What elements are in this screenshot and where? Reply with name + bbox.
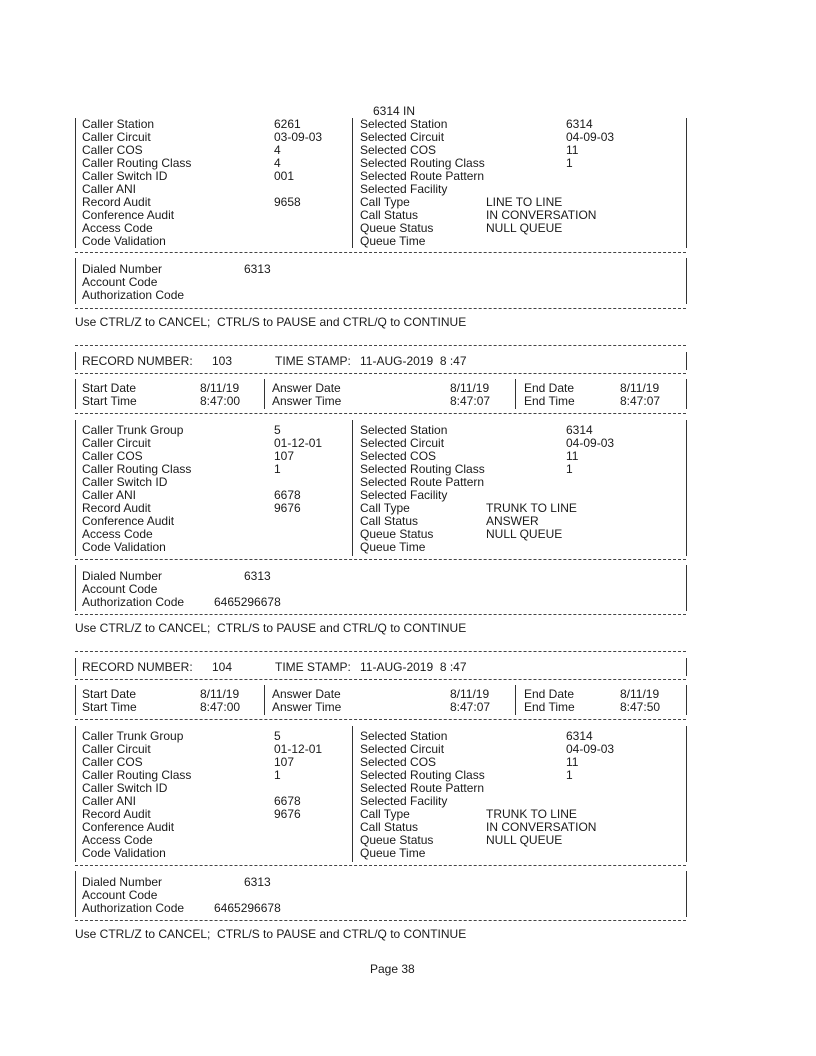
selected-station-value: 6314 — [566, 117, 593, 131]
call-type-value: LINE TO LINE — [486, 195, 563, 209]
conference-audit-label: Conference Audit — [82, 820, 175, 834]
date-divider-2 — [515, 685, 516, 715]
left-border — [75, 352, 76, 370]
left-border — [75, 118, 76, 248]
record-audit-value: 9676 — [274, 501, 301, 515]
right-border — [686, 258, 687, 304]
caller-ani-label: Caller ANI — [82, 794, 137, 808]
selected-routing-class-value: 1 — [566, 156, 573, 170]
caller-station-label: Caller Station — [82, 117, 155, 131]
answer-date-value: 8/11/19 — [450, 381, 490, 395]
caller-switch-id-value: 001 — [274, 169, 295, 183]
footer-instructions: Use CTRL/Z to CANCEL; CTRL/S to PAUSE and CTRL/Q to CONTINUE — [75, 927, 467, 941]
start-time-label: Start Time — [82, 700, 137, 714]
conference-audit-label: Conference Audit — [82, 208, 175, 222]
queue-status-value: NULL QUEUE — [486, 527, 563, 541]
selected-route-pattern-label: Selected Route Pattern — [360, 475, 485, 489]
selected-circuit-value: 04-09-03 — [566, 742, 615, 756]
caller-circuit-value: 01-12-01 — [274, 742, 323, 756]
answer-date-label: Answer Date — [272, 381, 341, 395]
selected-station-label: Selected Station — [360, 117, 448, 131]
left-border — [75, 379, 76, 409]
end-time-value: 8:47:07 — [620, 394, 661, 408]
dialed-number-label: Dialed Number — [82, 875, 163, 889]
center-divider — [352, 726, 353, 862]
selected-cos-label: Selected COS — [360, 449, 437, 463]
selected-routing-class-label: Selected Routing Class — [360, 156, 485, 170]
selected-facility-label: Selected Facility — [360, 794, 448, 808]
divider — [75, 679, 686, 680]
divider — [75, 651, 686, 652]
selected-facility-label: Selected Facility — [360, 182, 448, 196]
selected-route-pattern-label: Selected Route Pattern — [360, 781, 485, 795]
caller-circuit-label: Caller Circuit — [82, 130, 151, 144]
selected-cos-value: 11 — [566, 449, 579, 463]
caller-trunk-group-label: Caller Trunk Group — [82, 729, 184, 743]
queue-time-label: Queue Time — [360, 846, 426, 860]
queue-time-label: Queue Time — [360, 540, 426, 554]
start-time-value: 8:47:00 — [200, 394, 241, 408]
divider — [75, 865, 686, 866]
caller-routing-class-value: 1 — [274, 768, 281, 782]
end-date-label: End Date — [524, 687, 575, 701]
time-stamp-value: 11-AUG-2019 8 :47 — [360, 354, 467, 368]
start-date-label: Start Date — [82, 381, 137, 395]
right-border — [686, 685, 687, 715]
left-border — [75, 565, 76, 611]
call-type-label: Call Type — [360, 501, 410, 515]
code-validation-label: Code Validation — [82, 846, 166, 860]
record-audit-value: 9676 — [274, 807, 301, 821]
right-border — [686, 379, 687, 409]
left-border — [75, 658, 76, 676]
selected-facility-label: Selected Facility — [360, 488, 448, 502]
caller-ani-value: 6678 — [274, 488, 301, 502]
answer-time-label: Answer Time — [272, 394, 342, 408]
answer-time-value: 8:47:07 — [450, 700, 491, 714]
caller-circuit-label: Caller Circuit — [82, 436, 151, 450]
caller-switch-id-label: Caller Switch ID — [82, 781, 168, 795]
authorization-code-label: Authorization Code — [82, 288, 185, 302]
access-code-label: Access Code — [82, 221, 153, 235]
dialed-number-value: 6313 — [244, 569, 271, 583]
right-border — [686, 118, 687, 248]
footer-instructions: Use CTRL/Z to CANCEL; CTRL/S to PAUSE and CTRL/Q to CONTINUE — [75, 315, 467, 329]
caller-switch-id-label: Caller Switch ID — [82, 169, 168, 183]
selected-cos-value: 11 — [566, 143, 579, 157]
footer-instructions: Use CTRL/Z to CANCEL; CTRL/S to PAUSE and CTRL/Q to CONTINUE — [75, 621, 467, 635]
caller-routing-class-label: Caller Routing Class — [82, 156, 192, 170]
divider — [75, 252, 686, 253]
start-date-label: Start Date — [82, 687, 137, 701]
date-divider-1 — [264, 685, 265, 715]
code-validation-label: Code Validation — [82, 234, 166, 248]
caller-circuit-label: Caller Circuit — [82, 742, 151, 756]
answer-date-label: Answer Date — [272, 687, 341, 701]
record-number-value: 103 — [212, 354, 233, 368]
authorization-code-value: 6465296678 — [214, 901, 281, 915]
queue-status-label: Queue Status — [360, 221, 434, 235]
selected-station-label: Selected Station — [360, 423, 448, 437]
page-number: Page 38 — [370, 962, 415, 976]
access-code-label: Access Code — [82, 833, 153, 847]
divider — [75, 308, 686, 309]
start-date-value: 8/11/19 — [200, 381, 240, 395]
record-audit-label: Record Audit — [82, 807, 151, 821]
queue-status-value: NULL QUEUE — [486, 833, 563, 847]
answer-date-value: 8/11/19 — [450, 687, 490, 701]
selected-circuit-label: Selected Circuit — [360, 130, 445, 144]
call-type-label: Call Type — [360, 807, 410, 821]
queue-status-value: NULL QUEUE — [486, 221, 563, 235]
call-status-label: Call Status — [360, 820, 419, 834]
end-date-value: 8/11/19 — [620, 381, 660, 395]
authorization-code-value: 6465296678 — [214, 595, 281, 609]
header-fragment: 6314 IN — [373, 104, 416, 118]
left-border — [75, 258, 76, 304]
call-status-value: IN CONVERSATION — [486, 820, 597, 834]
dialed-number-value: 6313 — [244, 875, 271, 889]
selected-station-value: 6314 — [566, 729, 593, 743]
answer-time-value: 8:47:07 — [450, 394, 491, 408]
divider — [75, 719, 686, 720]
dialed-number-value: 6313 — [244, 262, 271, 276]
selected-circuit-label: Selected Circuit — [360, 742, 445, 756]
caller-cos-label: Caller COS — [82, 143, 143, 157]
call-status-value: ANSWER — [486, 514, 539, 528]
caller-trunk-group-label: Caller Trunk Group — [82, 423, 184, 437]
caller-circuit-value: 01-12-01 — [274, 436, 323, 450]
start-date-value: 8/11/19 — [200, 687, 240, 701]
selected-routing-class-value: 1 — [566, 768, 573, 782]
caller-trunk-group-value: 5 — [274, 423, 281, 437]
dialed-number-label: Dialed Number — [82, 569, 163, 583]
selected-routing-class-value: 1 — [566, 462, 573, 476]
call-type-value: TRUNK TO LINE — [486, 807, 577, 821]
record-number-label: RECORD NUMBER: — [82, 660, 193, 674]
time-stamp-label: TIME STAMP: — [275, 354, 351, 368]
right-border — [686, 871, 687, 917]
queue-time-label: Queue Time — [360, 234, 426, 248]
record-number-value: 104 — [212, 660, 233, 674]
time-stamp-value: 11-AUG-2019 8 :47 — [360, 660, 467, 674]
center-divider — [352, 118, 353, 248]
left-border — [75, 420, 76, 556]
end-time-value: 8:47:50 — [620, 700, 661, 714]
call-status-value: IN CONVERSATION — [486, 208, 597, 222]
caller-routing-class-value: 4 — [274, 156, 281, 170]
caller-trunk-group-value: 5 — [274, 729, 281, 743]
left-border — [75, 685, 76, 715]
time-stamp-label: TIME STAMP: — [275, 660, 351, 674]
selected-station-value: 6314 — [566, 423, 593, 437]
answer-time-label: Answer Time — [272, 700, 342, 714]
divider — [75, 373, 686, 374]
account-code-label: Account Code — [82, 275, 158, 289]
record-audit-label: Record Audit — [82, 501, 151, 515]
code-validation-label: Code Validation — [82, 540, 166, 554]
access-code-label: Access Code — [82, 527, 153, 541]
date-divider-2 — [515, 379, 516, 409]
call-type-value: TRUNK TO LINE — [486, 501, 577, 515]
selected-cos-label: Selected COS — [360, 755, 437, 769]
caller-station-value: 6261 — [274, 117, 301, 131]
record-audit-label: Record Audit — [82, 195, 151, 209]
account-code-label: Account Code — [82, 582, 158, 596]
record-number-label: RECORD NUMBER: — [82, 354, 193, 368]
selected-route-pattern-label: Selected Route Pattern — [360, 169, 485, 183]
end-time-label: End Time — [524, 700, 575, 714]
caller-cos-label: Caller COS — [82, 449, 143, 463]
call-type-label: Call Type — [360, 195, 410, 209]
record-audit-value: 9658 — [274, 195, 301, 209]
conference-audit-label: Conference Audit — [82, 514, 175, 528]
right-border — [686, 420, 687, 556]
right-border — [686, 726, 687, 862]
caller-routing-class-value: 1 — [274, 462, 281, 476]
caller-ani-label: Caller ANI — [82, 488, 137, 502]
queue-status-label: Queue Status — [360, 833, 434, 847]
end-date-label: End Date — [524, 381, 575, 395]
selected-circuit-label: Selected Circuit — [360, 436, 445, 450]
caller-cos-label: Caller COS — [82, 755, 143, 769]
date-divider-1 — [264, 379, 265, 409]
caller-cos-value: 107 — [274, 755, 295, 769]
account-code-label: Account Code — [82, 888, 158, 902]
call-status-label: Call Status — [360, 514, 419, 528]
call-status-label: Call Status — [360, 208, 419, 222]
selected-cos-label: Selected COS — [360, 143, 437, 157]
divider — [75, 559, 686, 560]
right-border — [686, 352, 687, 370]
selected-routing-class-label: Selected Routing Class — [360, 768, 485, 782]
start-time-value: 8:47:00 — [200, 700, 241, 714]
caller-switch-id-label: Caller Switch ID — [82, 475, 168, 489]
left-border — [75, 871, 76, 917]
right-border — [686, 658, 687, 676]
caller-ani-value: 6678 — [274, 794, 301, 808]
caller-routing-class-label: Caller Routing Class — [82, 768, 192, 782]
dialed-number-label: Dialed Number — [82, 262, 163, 276]
caller-routing-class-label: Caller Routing Class — [82, 462, 192, 476]
authorization-code-label: Authorization Code — [82, 595, 185, 609]
end-date-value: 8/11/19 — [620, 687, 660, 701]
right-border — [686, 565, 687, 611]
divider — [75, 614, 686, 615]
end-time-label: End Time — [524, 394, 575, 408]
center-divider — [352, 420, 353, 556]
caller-circuit-value: 03-09-03 — [274, 130, 323, 144]
selected-routing-class-label: Selected Routing Class — [360, 462, 485, 476]
queue-status-label: Queue Status — [360, 527, 434, 541]
caller-cos-value: 4 — [274, 143, 281, 157]
divider — [75, 920, 686, 921]
caller-ani-label: Caller ANI — [82, 182, 137, 196]
authorization-code-label: Authorization Code — [82, 901, 185, 915]
divider — [75, 345, 686, 346]
selected-circuit-value: 04-09-03 — [566, 130, 615, 144]
selected-station-label: Selected Station — [360, 729, 448, 743]
divider — [75, 413, 686, 414]
caller-cos-value: 107 — [274, 449, 295, 463]
left-border — [75, 726, 76, 862]
selected-cos-value: 11 — [566, 755, 579, 769]
selected-circuit-value: 04-09-03 — [566, 436, 615, 450]
start-time-label: Start Time — [82, 394, 137, 408]
